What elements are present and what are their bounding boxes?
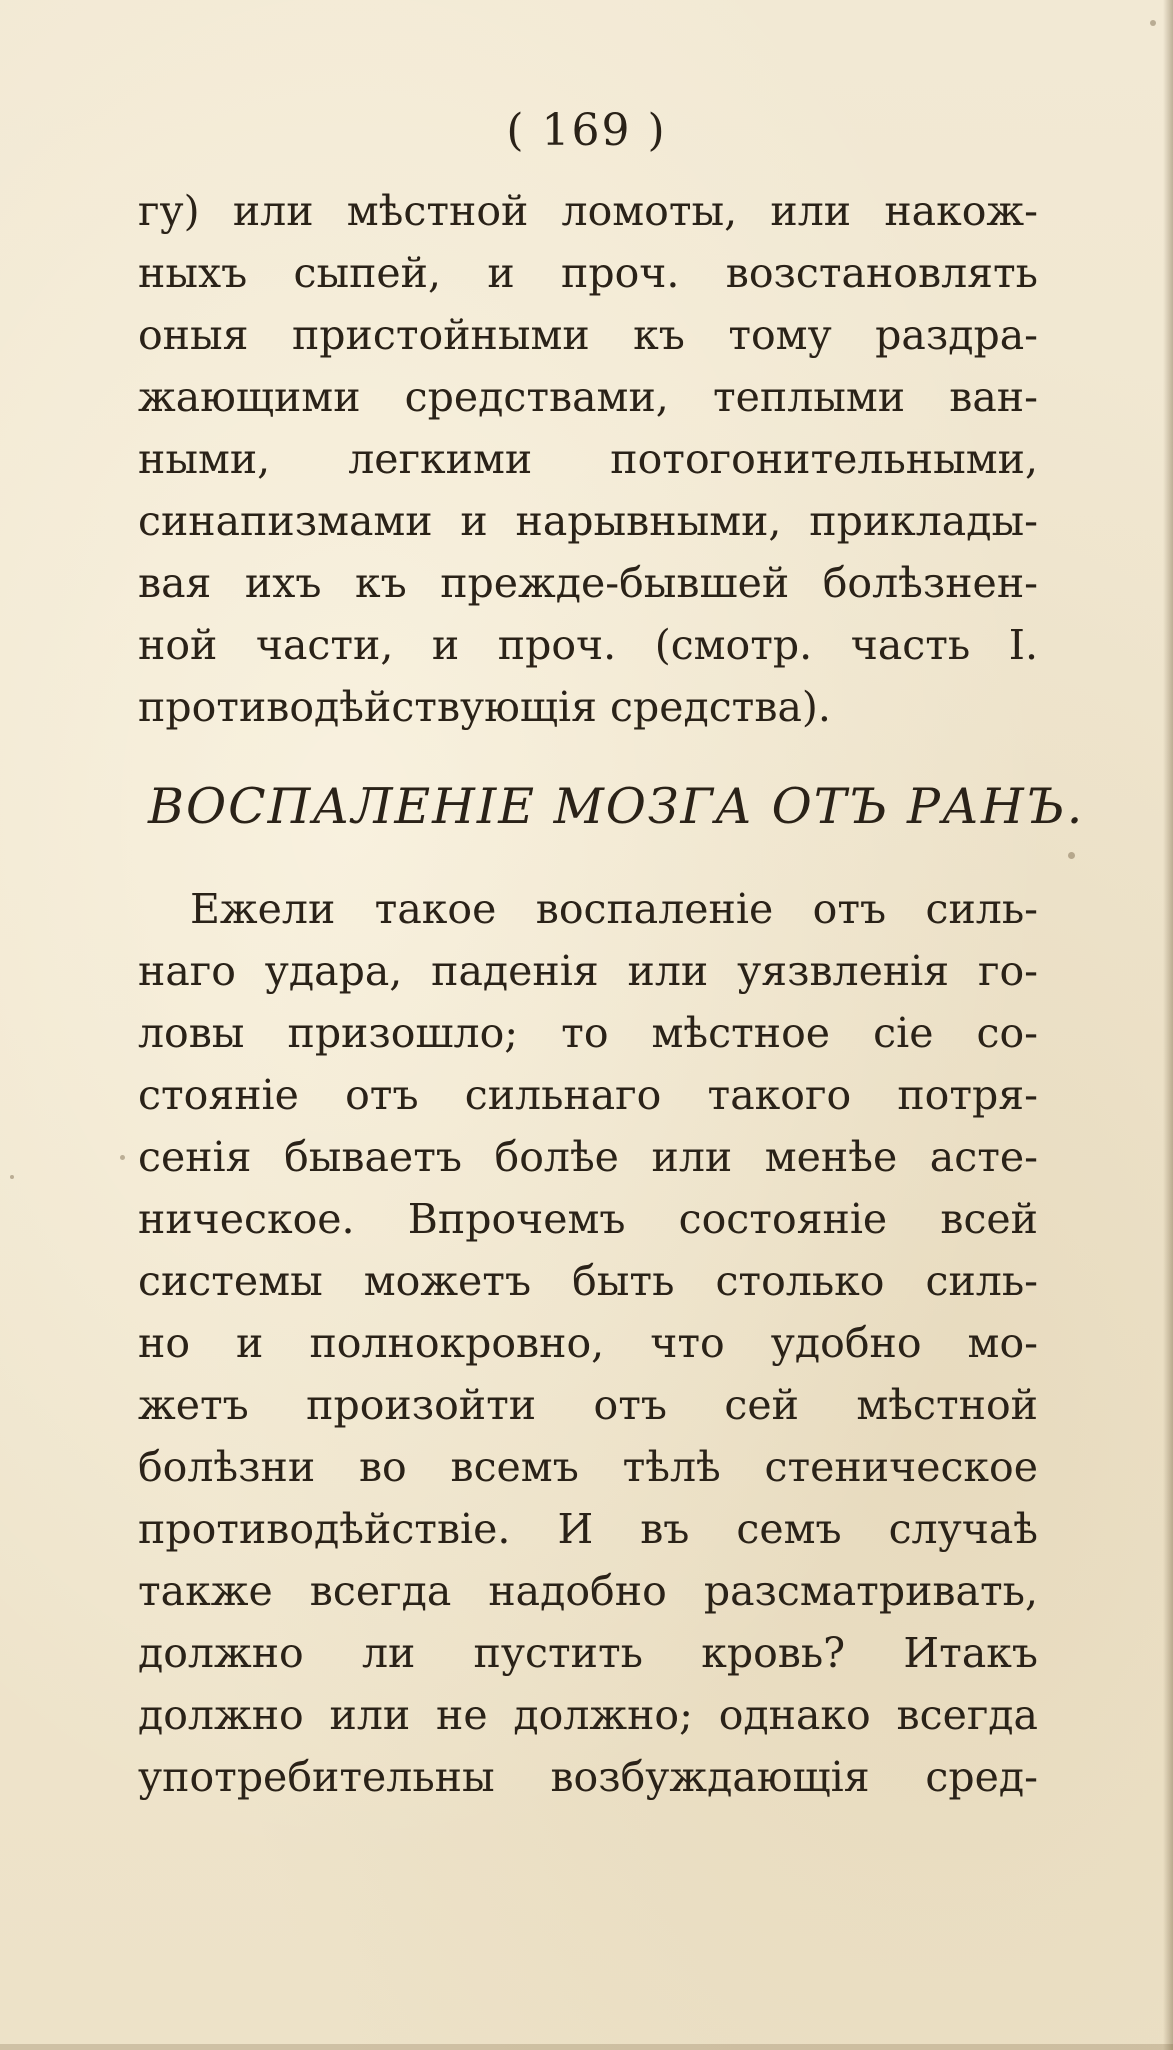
paper-speck	[10, 1175, 14, 1179]
text-line: но и полнокровно, что удобно мо-	[138, 1319, 1038, 1367]
text-line: ловы призошло; то мѣстное сіе со-	[138, 1009, 1038, 1057]
text-line: синапизмами и нарывными, приклады-	[138, 497, 1038, 545]
paper-speck	[1068, 852, 1075, 859]
text-line: вая ихъ къ прежде-бывшей болѣзнен-	[138, 559, 1038, 607]
text-line: должно ли пустить кровь? Итакъ	[138, 1629, 1038, 1677]
page-edge-shadow	[1163, 0, 1173, 2050]
text-line: оныя пристойными къ тому раздра-	[138, 311, 1038, 359]
text-line: жающими средствами, теплыми ван-	[138, 373, 1038, 421]
paper-speck	[120, 1155, 125, 1160]
page-edge-shadow	[0, 2044, 1173, 2050]
paper-speck	[1150, 20, 1156, 26]
text-line: ническое. Впрочемъ состояніе всей	[138, 1195, 1038, 1243]
paragraph-main	[138, 878, 1038, 1808]
text-line: Ежели такое воспаленіе отъ силь-	[190, 885, 1038, 933]
text-line: также всегда надобно разсматривать,	[138, 1567, 1038, 1615]
text-line: употребительны возбуждающія сред-	[138, 1753, 1038, 1801]
text-line: сенія бываетъ болѣе или менѣе асте-	[138, 1133, 1038, 1181]
text-line: ной части, и проч. (смотр. часть I.	[138, 621, 1038, 669]
text-line: гу) или мѣстной ломоты, или накож-	[138, 187, 1038, 235]
text-line: болѣзни во всемъ тѣлѣ стеническое	[138, 1443, 1038, 1491]
text-line: противодѣйствующія средства).	[138, 683, 831, 731]
text-line: наго удара, паденія или уязвленія го-	[138, 947, 1038, 995]
text-line: противодѣйствіе. И въ семъ случаѣ	[138, 1505, 1038, 1553]
text-line: должно или не должно; однако всегда	[138, 1691, 1038, 1739]
paragraph-continued	[138, 180, 1038, 738]
page-number: ( 169 )	[506, 105, 667, 156]
text-line: системы можетъ быть столько силь-	[138, 1257, 1038, 1305]
text-line: жетъ произойти отъ сей мѣстной	[138, 1381, 1038, 1429]
section-heading: ВОСПАЛЕНІЕ МОЗГА ОТЪ РАНЪ.	[148, 778, 1085, 835]
text-line: ными, легкими потогонительными,	[138, 435, 1038, 483]
text-line: стояніе отъ сильнаго такого потря-	[138, 1071, 1038, 1119]
text-line: ныхъ сыпей, и проч. возстановлять	[138, 249, 1038, 297]
